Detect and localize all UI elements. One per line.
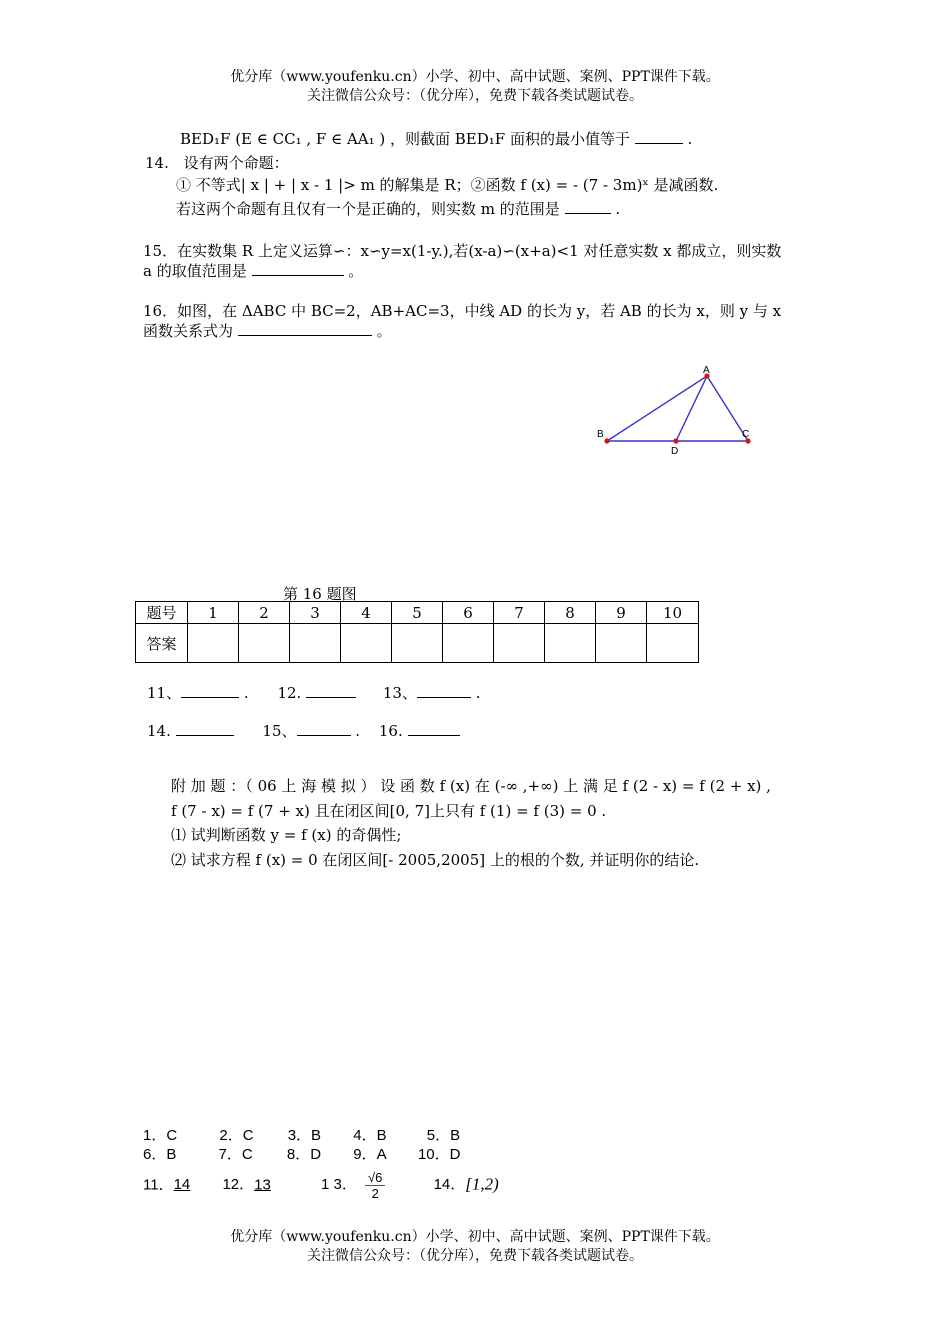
- table-header-number: 题号: [136, 602, 188, 624]
- label-a: A: [703, 365, 710, 376]
- q16-line1: 16．如图，在 ΔABC 中 BC=2，AB+AC=3，中线 AD 的长为 y，若 AB 的长为 x，则 y 与 x: [143, 302, 782, 320]
- label-c: C: [742, 429, 750, 440]
- point-d: [673, 438, 678, 443]
- blank-12: [306, 683, 356, 698]
- point-b: [604, 438, 609, 443]
- answer-cell[interactable]: [596, 624, 647, 663]
- page-footer-line1: 优分库（www.youfenku.cn）小学、初中、高中试题、案例、PPT课件下载。: [230, 1229, 720, 1245]
- answer-cell[interactable]: [494, 624, 545, 663]
- answer-key-row1: 1．C 2．C 3．B 4．B 5．B: [143, 1127, 461, 1144]
- extra-line4: ⑵ 试求方程 f (x) = 0 在闭区间[- 2005,2005] 上的根的个数, 并证明你的结论.: [171, 851, 700, 869]
- table-header-answer: 答案: [136, 624, 188, 663]
- blank-14: [176, 721, 234, 736]
- sqrt6-over-2: $\frac{√6}{2}$: [365, 1170, 385, 1201]
- q16-answer-blank: [238, 321, 372, 336]
- triangle-figure: [590, 362, 760, 462]
- q15-answer-blank: [252, 261, 344, 276]
- q14-line1: ① 不等式| x | + | x - 1 |> m 的解集是 R；②函数 f (x) = - (7 - 3m)ˣ 是减函数.: [176, 176, 719, 194]
- figure-caption: 第 16 题图: [283, 585, 357, 603]
- extra-line2: f (7 - x) = f (7 + x) 且在闭区间[0, 7]上只有 f (1) = f (3) = 0 .: [171, 802, 607, 820]
- q14-line2: 若这两个命题有且仅有一个是正确的，则实数 m 的范围是 .: [176, 200, 621, 218]
- blank-11: [181, 683, 239, 698]
- answer-cell[interactable]: [188, 624, 239, 663]
- q14-intro: 14. 设有两个命题：: [145, 154, 289, 172]
- page-header-line1: 优分库（www.youfenku.cn）小学、初中、高中试题、案例、PPT课件下载。: [230, 69, 720, 85]
- fill-line-14-16: 14. 15、 . 16.: [147, 720, 460, 741]
- page-footer-line2: 关注微信公众号：（优分库），免费下载各类试题试卷。: [307, 1248, 643, 1264]
- answer-cell[interactable]: [647, 624, 699, 663]
- answer-cell[interactable]: [545, 624, 596, 663]
- label-d: D: [671, 446, 679, 457]
- answer-cell[interactable]: [392, 624, 443, 663]
- answer-cell[interactable]: [341, 624, 392, 663]
- answer-key-row3: 11．14 12．13 1 3． $\frac{√6}{2}$ 14．[1,2): [143, 1170, 499, 1201]
- q15-line2: a 的取值范围是 。: [143, 262, 364, 280]
- fill-line-11-13: 11、 . 12. 13、 .: [147, 684, 481, 702]
- answer-table: 题号 1 2 3 4 5 6 7 8 9 10 答案: [135, 601, 699, 663]
- answer-cell[interactable]: [239, 624, 290, 663]
- q13-tail: BED₁F (E ∈ CC₁ , F ∈ AA₁ ) ，则截面 BED₁F 面积的最小值等于 .: [180, 130, 693, 148]
- blank-16: [408, 721, 460, 736]
- blank-15: [297, 721, 351, 736]
- label-b: B: [597, 429, 604, 440]
- blank-13: [417, 683, 471, 698]
- q14-answer-blank: [565, 199, 611, 214]
- q16-line2: 函数关系式为 。: [143, 322, 392, 340]
- answer-cell[interactable]: [290, 624, 341, 663]
- page-header-line2: 关注微信公众号：（优分库），免费下载各类试题试卷。: [307, 88, 643, 104]
- q15-line1: 15．在实数集 R 上定义运算∽：x∽y=x(1-y.),若(x-a)∽(x+a)<1 对任意实数 x 都成立，则实数: [143, 242, 782, 260]
- extra-line3: ⑴ 试判断函数 y = f (x) 的奇偶性;: [171, 826, 402, 844]
- q13-answer-blank: [635, 129, 683, 144]
- answer-key-row2: 6．B 7．C 8．D 9．A 10．D: [143, 1146, 461, 1163]
- answer-cell[interactable]: [443, 624, 494, 663]
- extra-line1: 附 加 题 ：（ 06 上 海 模 拟 ） 设 函 数 f (x) 在 (-∞ ,+∞) 上 满 足 f (2 - x) = f (2 + x) ,: [171, 777, 771, 795]
